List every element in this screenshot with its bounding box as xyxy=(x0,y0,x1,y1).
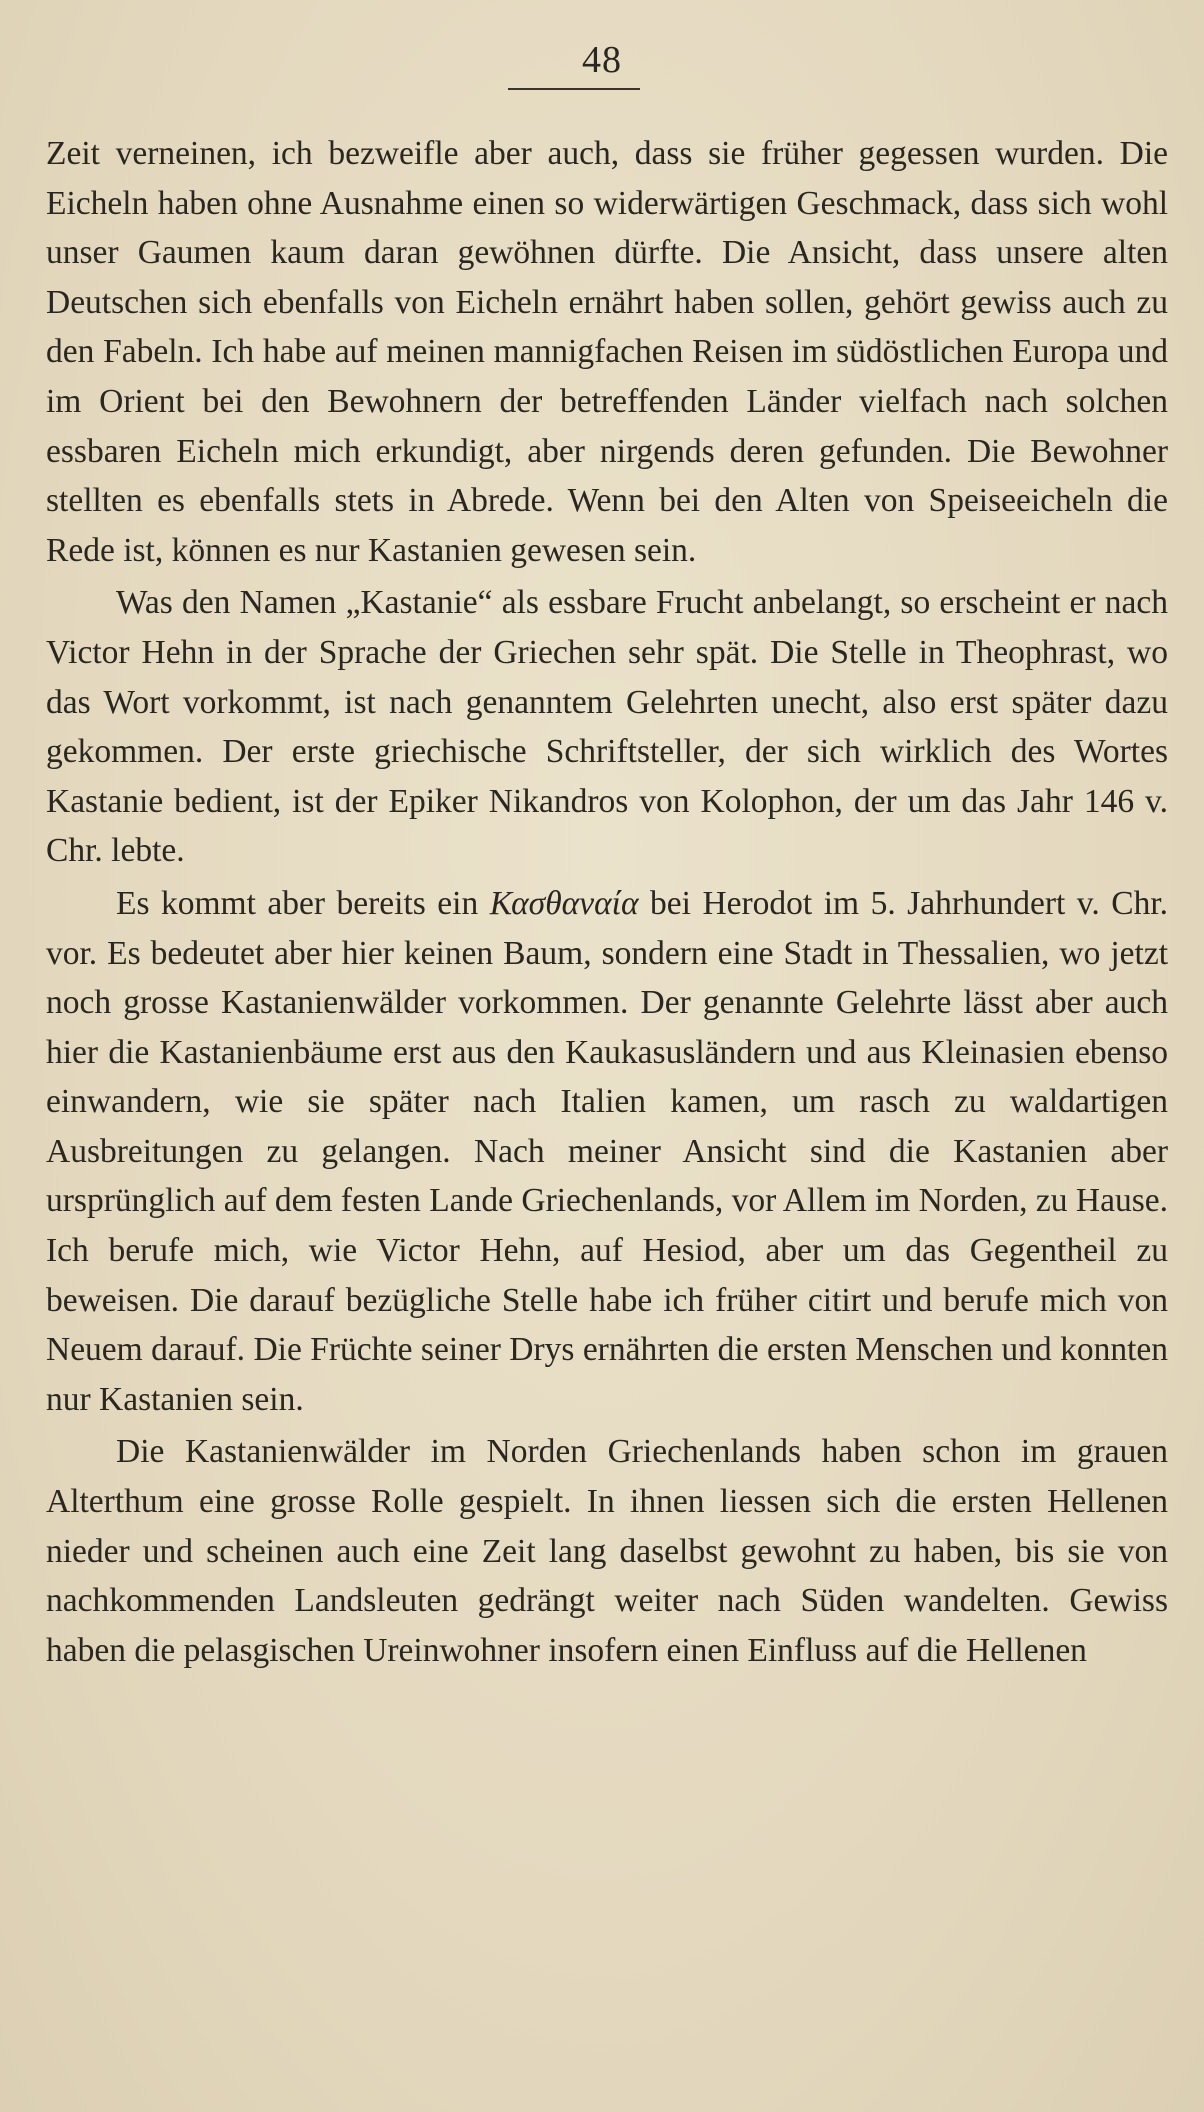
body-text xyxy=(46,129,1168,1675)
paragraph-text: bei Herodot im 5. Jahrhundert v. Chr. vor. Es bedeutet aber hier keinen Baum, sondern eine Stadt in Thessalien, wo jetzt noch grosse Kastanienwälder vorkommen. Der genannte Gelehrte lässt aber auch hier die Kastanienbäume erst aus den Kaukasusländern und aus Kleinasien ebenso einwandern, wie sie später nach Italien kamen, um rasch zu waldartigen Ausbreitungen zu gelangen. Nach meiner Ansicht sind die Kastanien aber ursprünglich auf dem festen Lande Griechenlands, vor Allem im Norden, zu Hause. Ich berufe mich, wie Victor Hehn, auf Hesiod, aber um das Gegentheil zu beweisen. Die darauf bezügliche Stelle habe ich früher citirt und berufe mich von Neuem darauf. Die Früchte seiner Drys ernährten die ersten Menschen und konnten nur Kastanien sein. xyxy=(46,884,1169,1418)
paragraph-acorns xyxy=(46,129,1168,575)
page-number: 48 xyxy=(582,39,622,81)
paragraph-text: Es kommt aber bereits ein xyxy=(116,884,490,922)
paragraph-chestnut-forests xyxy=(46,1427,1168,1675)
paragraph-text: Zeit verneinen, ich bezweifle aber auch, dass sie früher gegessen wurden. Die Eicheln haben ohne Ausnahme einen so widerwärtigen Geschmack, dass sich wohl unser Gaumen kaum daran gewöhnen dürfte. Die Ansicht, dass unsere alten Deutschen sich ebenfalls von Eicheln ernährt haben sollen, gehört gewiss auch zu den Fabeln. Ich habe auf meinen mannigfachen Reisen im südöstlichen Europa und im Orient bei den Bewohnern der betreffenden Länder vielfach nach solchen essbaren Eicheln mich erkundigt, aber nirgends deren gefunden. Die Bewohner stellten es ebenfalls stets in Abrede. Wenn bei den Alten von Speiseeicheln die Rede ist, können es nur Kastanien gewesen sein. xyxy=(46,135,1168,569)
paragraph-kasthanaia xyxy=(46,879,1168,1425)
paragraph-text: Die Kastanienwälder im Norden Griechenlands haben schon im grauen Alterthum eine grosse Rolle gespielt. In ihnen liessen sich die ersten Hellenen nieder und scheinen auch eine Zeit lang daselbst gewohnt zu haben, bis sie von nachkommenden Landsleuten gedrängt weiter nach Süden wandelten. Gewiss haben die pelasgischen Ureinwohner insofern einen Einfluss auf die Hellenen xyxy=(46,1433,1168,1669)
paragraph-text: Was den Namen „Kastanie“ als essbare Frucht anbelangt, so erscheint er nach Victor Hehn in der Sprache der Griechen sehr spät. Die Stelle in Theophrast, wo das Wort vorkommt, ist nach genanntem Gelehrten unecht, also erst später dazu gekommen. Der erste griechische Schriftsteller, der sich wirklich des Wortes Kastanie bedient, ist der Epiker Nikandros von Kolophon, der um das Jahr 146 v. Chr. lebte. xyxy=(46,584,1168,870)
paragraph-name-kastanie xyxy=(46,578,1168,876)
greek-word: Κασθαναία xyxy=(489,884,639,922)
header-rule xyxy=(508,88,640,90)
